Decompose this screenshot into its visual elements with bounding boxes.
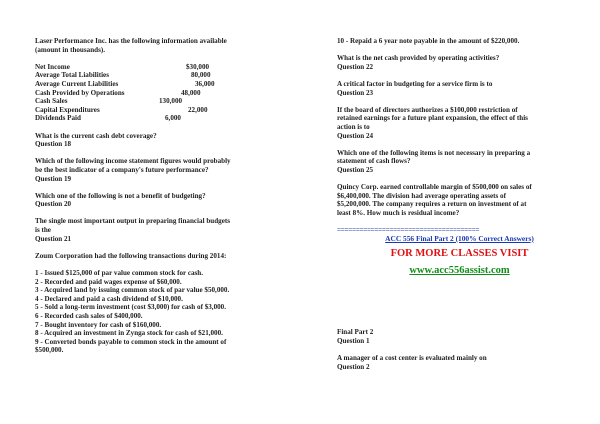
quincy-text-1: Quincy Corp. earned controllable margin of $500,000 on sales of [337,183,532,192]
transaction-item: $500,000. [35,346,64,355]
transaction-item: 8 - Acquired an investment in Zynga stock for cash of $21,000. [35,329,223,338]
divider-line: ====================================== [337,226,480,235]
question-22-text: What is the net cash provided by operating activities? [337,54,500,63]
question-23-label: Question 23 [337,88,374,97]
financial-row [35,71,280,80]
question-21-label: Question 21 [35,234,72,243]
financial-row [35,106,280,115]
question-18-label: Question 18 [35,140,72,149]
question-20-label: Question 20 [35,200,72,209]
financial-value: 80,000 [191,71,211,80]
financial-row [35,114,280,123]
intro-line-2: (amount in thousands). [35,45,105,54]
promo-heading: FOR MORE CLASSES VISIT [390,248,529,260]
transaction-item: 6 - Recorded cash sales of $400,000. [35,312,143,320]
financial-label: Cash Sales [35,97,68,106]
financial-row [35,89,280,98]
final-question-1-label: Question 1 [337,336,370,345]
transaction-item: 3 - Acquired land by issuing common stock of par value $50,000. [35,286,230,295]
financial-label: Average Total Liabilities [35,71,109,80]
question-24-text-3: action is to [337,122,370,131]
final-question-1-text: A manager of a cost center is evaluated mainly on [337,354,487,363]
financial-value: 130,000 [159,97,183,106]
question-19-text-2: be the best indicator of a company's future performance? [35,165,209,174]
transaction-item: 7 - Bought inventory for cash of $160,000. [35,320,162,329]
transaction-item: 2 - Recorded and paid wages expense of $60,000. [35,277,182,286]
financial-value: 22,000 [188,105,208,114]
transaction-10: 10 - Repaid a 6 year note payable in the amount of $220,000. [337,37,520,45]
financial-value: $30,000 [186,62,210,71]
transaction-item: 4 - Declared and paid a cash dividend of $10,000. [35,294,183,303]
zoum-intro: Zoum Corporation had the following transactions during 2014: [35,251,227,260]
question-21-text-2: is the [35,226,51,235]
financial-value: 6,000 [165,114,181,123]
question-19-text-1: Which of the following income statement figures would probably [35,157,231,166]
question-19-label: Question 19 [35,174,72,183]
final-part-2-heading: Final Part 2 [337,328,374,337]
financial-row [35,97,280,106]
question-24-text-1: If the board of directors authorizes a $100,000 restriction of [337,105,518,114]
financial-value: 36,000 [195,79,215,88]
quincy-text-3: $5,200,000. The company requires a return on investment of at [337,200,527,209]
financial-label: Average Current Liabilities [35,79,119,88]
question-21-text-1: The single most important output in preparing financial budgets [35,217,230,226]
question-22-label: Question 22 [337,62,374,71]
question-18-text: What is the current cash debt coverage? [35,131,157,140]
final-part-2-link[interactable]: ACC 556 Final Part 2 (100% Correct Answers) [385,233,534,243]
financial-label: Net Income [35,62,70,71]
transaction-item: 5 - Sold a long-term investment (cost $3,000) for cash of $3,000. [35,303,226,312]
question-24-label: Question 24 [337,131,374,140]
quincy-text-2: $6,400,000. The division had average operating assets of [337,191,506,200]
question-25-label: Question 25 [337,165,374,174]
question-20-text: Which one of the following is not a benefit of budgeting? [35,191,206,200]
site-link[interactable]: www.acc556assist.com [409,265,510,277]
financial-label: Dividends Paid [35,114,81,123]
financial-label: Cash Provided by Operations [35,88,125,97]
financials-list [35,63,280,123]
final-question-2-label: Question 2 [337,362,370,371]
financial-row [35,63,280,72]
right-column [337,37,582,371]
financial-value: 48,000 [181,88,201,97]
question-25-text-2: statement of cash flows? [337,157,411,166]
left-column [35,37,280,355]
financial-row [35,80,280,89]
financial-label: Capital Expenditures [35,105,100,114]
question-24-text-2: retained earnings for a future plant expansion, the effect of this [337,114,528,123]
question-23-text: A critical factor in budgeting for a service firm is to [337,79,493,88]
intro-line-1: Laser Performance Inc. has the following information available [35,37,227,45]
quincy-text-4: least 8%. How much is residual income? [337,208,460,217]
transaction-item: 9 - Converted bonds payable to common stock in the amount of [35,337,227,346]
transactions-list [35,269,280,355]
question-25-text-1: Which one of the following items is not necessary in preparing a [337,148,531,157]
transaction-item: 1 - Issued $125,000 of par value common stock for cash. [35,269,204,278]
